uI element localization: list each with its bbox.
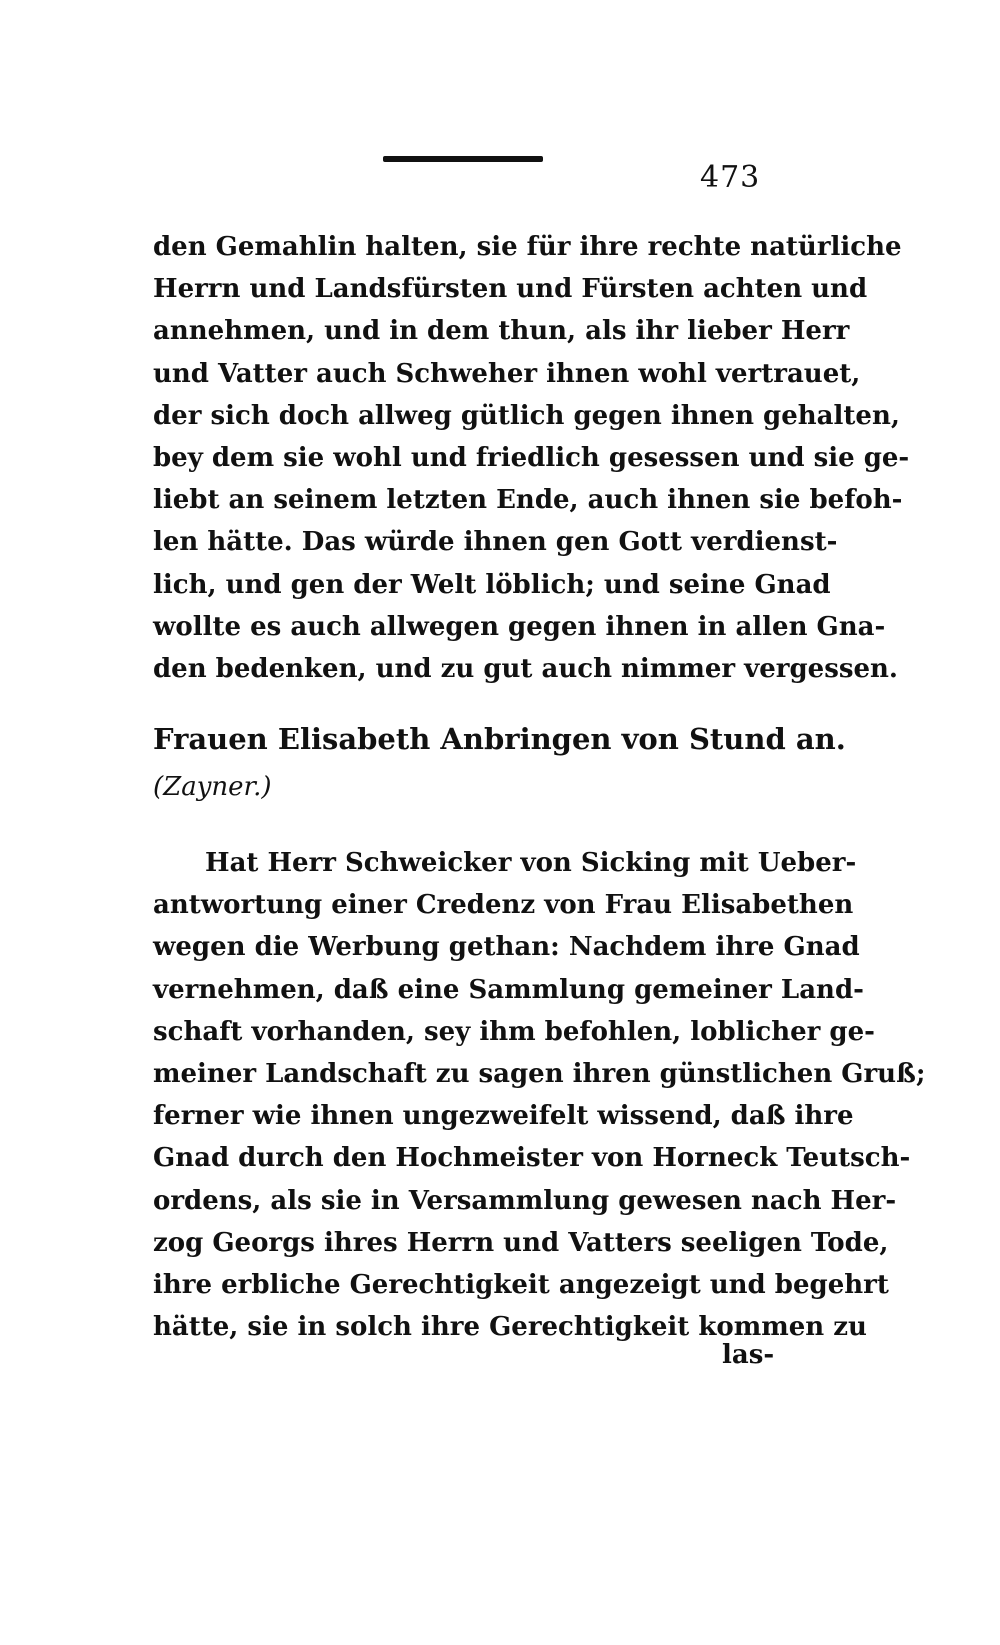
text-line: lich, und gen der Welt löblich; und seine Gnad	[153, 569, 831, 600]
text-line: Gnad durch den Hochmeister von Horneck Teutsch-	[153, 1143, 911, 1174]
text-line: Hat Herr Schweicker von Sicking mit Ueber-	[205, 848, 857, 878]
section-heading: Frauen Elisabeth Anbringen von Stund an.	[153, 722, 846, 756]
text-line: bey dem sie wohl und friedlich gesessen und sie ge-	[153, 442, 910, 473]
text-line: hätte, sie in solch ihre Gerechtigkeit kommen zu	[153, 1312, 867, 1343]
text-line: wegen die Werbung gethan: Nachdem ihre Gnad	[153, 932, 860, 963]
text-line: den bedenken, und zu gut auch nimmer vergessen.	[153, 653, 898, 684]
text-line: wollte es auch allwegen gegen ihnen in allen Gna-	[153, 611, 886, 642]
text-line: der sich doch allweg gütlich gegen ihnen gehalten,	[153, 400, 900, 431]
paragraph-1	[153, 226, 910, 690]
text-line: zog Georgs ihres Herrn und Vatters seeligen Tode,	[153, 1227, 889, 1258]
text-line: Herrn und Landsfürsten und Fürsten achten und	[153, 274, 868, 305]
header-rule	[383, 156, 543, 162]
text-line: ordens, als sie in Versammlung gewesen nach Her-	[153, 1185, 897, 1216]
paragraph-2	[153, 842, 926, 1348]
text-line: den Gemahlin halten, sie für ihre rechte natürliche	[153, 232, 902, 262]
section-subheading: (Zayner.)	[153, 772, 272, 802]
text-line: vernehmen, daß eine Sammlung gemeiner Land-	[153, 974, 864, 1005]
text-line: liebt an seinem letzten Ende, auch ihnen sie befoh-	[153, 485, 903, 516]
text-line: schaft vorhanden, sey ihm befohlen, loblicher ge-	[153, 1016, 875, 1047]
page-number: 473	[700, 160, 761, 195]
catchword: las-	[722, 1340, 775, 1370]
text-line: ferner wie ihnen ungezweifelt wissend, daß ihre	[153, 1101, 854, 1132]
text-line: antwortung einer Credenz von Frau Elisabethen	[153, 890, 854, 921]
text-line: und Vatter auch Schweher ihnen wohl vertrauet,	[153, 358, 861, 389]
text-line: meiner Landschaft zu sagen ihren günstlichen Gruß;	[153, 1058, 926, 1089]
text-line: annehmen, und in dem thun, als ihr lieber Herr	[153, 316, 850, 347]
text-line: len hätte. Das würde ihnen gen Gott verdienst-	[153, 527, 838, 558]
text-line: ihre erbliche Gerechtigkeit angezeigt und begehrt	[153, 1269, 889, 1300]
